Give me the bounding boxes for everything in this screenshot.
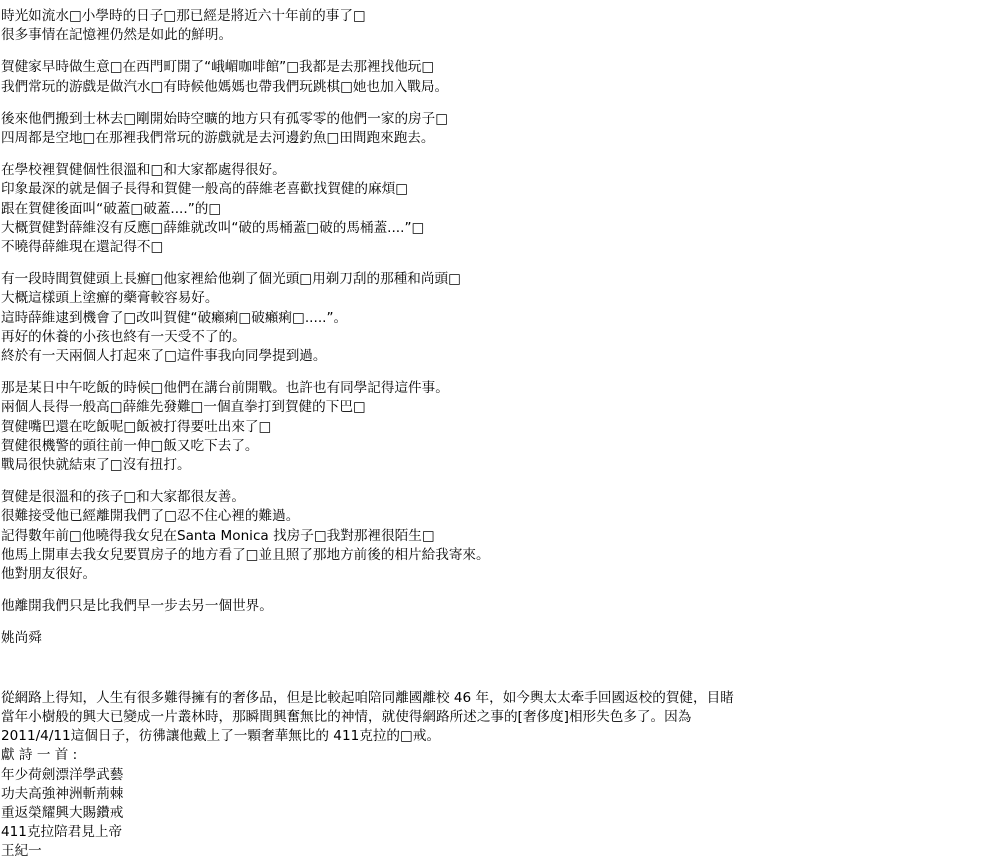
text-line: 戰局很快就結束了□沒有扭打。: [1, 457, 191, 474]
text-line: 賀健很機警的頭往前一伸□飯又吃下去了。: [1, 437, 259, 454]
poem-line: 功夫高強神洲斬荊棘: [1, 785, 124, 802]
text-line: 兩個人長得一般高□薛維先發難□一個直拳打到賀健的下巴□: [1, 399, 366, 416]
memoir-signature: [1, 629, 994, 648]
text-line: 時光如流水□小學時的日子□那已經是將近六十年前的事了□: [1, 8, 366, 24]
text-line: 很多事情在記憶裡仍然是如此的鮮明。: [1, 27, 233, 44]
text-line: 印象最深的就是個子長得和賀健一般高的薛維老喜歡找賀健的麻煩□: [1, 181, 409, 198]
text-line: 後來他們搬到士林去□剛開始時空曠的地方只有孤零零的他們一家的房子□: [1, 110, 449, 127]
text-line: 賀健嘴巴還在吃飯呢□飯被打得要吐出來了□: [1, 418, 272, 435]
text-line: 2011/4/11這個日子，彷彿讓他戴上了一顆奢華無比的 411克拉的□戒。: [1, 728, 441, 745]
text-line: 跟在賀健後面叫“破蓋□破蓋....”的□: [1, 200, 222, 217]
memoir-paragraph-2: [1, 58, 994, 96]
memoir-paragraph-6: [1, 379, 994, 475]
text-line: 大概這樣頭上塗癬的藥膏較容易好。: [1, 290, 219, 307]
text-line: 我們常玩的游戲是做汽水□有時候他媽媽也帶我們玩跳棋□她也加入戰局。: [1, 78, 449, 95]
text-line: 四周都是空地□在那裡我們常玩的游戲就是去河邊釣魚□田間跑來跑去。: [1, 130, 435, 147]
text-line: 再好的休養的小孩也終有一天受不了的。: [1, 328, 246, 345]
text-line: 賀健家早時做生意□在西門町開了“峨嵋咖啡館”□我都是去那裡找他玩□: [1, 59, 435, 76]
text-line: 那是某日中午吃飯的時候□他們在講台前開戰。也許也有同學記得這件事。: [1, 380, 449, 397]
text-line: 有一段時間賀健頭上長癬□他家裡給他剃了個光頭□用剃刀刮的那種和尚頭□: [1, 271, 461, 288]
text-line: 不曉得薛維現在還記得不□: [1, 239, 164, 256]
author-signature: 王紀一: [1, 843, 42, 860]
text-line: 終於有一天兩個人打起來了□這件事我向同學提到過。: [1, 348, 327, 365]
text-line: 當年小樹般的興大已變成一片叢林時，那瞬間興奮無比的神情，就使得網路所述之事的[奢侈度]相形失色多了。因為: [1, 708, 692, 725]
essay-section: [1, 689, 994, 862]
memoir-paragraph-3: [1, 110, 994, 148]
memoir-paragraph-1: [1, 7, 994, 45]
memoir-paragraph-8: [1, 597, 994, 616]
poem-heading: 獻 詩 一 首 :: [1, 747, 78, 764]
poem-line: 年少荷劍漂洋學武藝: [1, 766, 124, 783]
text-line: 他對朋友很好。: [1, 566, 97, 583]
text-line: 很難接受他已經離開我們了□忍不住心裡的難過。: [1, 508, 300, 525]
text-line: 大概賀健對薛維沒有反應□薛維就改叫“破的馬桶蓋□破的馬桶蓋....”□: [1, 219, 425, 236]
memoir-paragraph-7: [1, 488, 994, 584]
text-line: 這時薛維逮到機會了□改叫賀健“破癩痢□破癩痢□.....”。: [1, 309, 348, 326]
text-line: 記得數年前□他曉得我女兒在Santa Monica 找房子□我對那裡很陌生□: [1, 527, 435, 544]
text-line: 賀健是很溫和的孩子□和大家都很友善。: [1, 489, 245, 506]
memoir-paragraph-4: [1, 161, 994, 257]
poem-line: 411克拉陪君見上帝: [1, 824, 123, 841]
text-line: 他離開我們只是比我們早一步去另一個世界。: [1, 598, 273, 615]
author-signature: 姚尚舜: [1, 630, 42, 647]
text-line: 他馬上開車去我女兒要買房子的地方看了□並且照了那地方前後的相片給我寄來。: [1, 546, 490, 563]
memoir-paragraph-5: [1, 270, 994, 366]
poem-line: 重返榮耀興大賜鑽戒: [1, 804, 124, 821]
text-line: 從網路上得知，人生有很多難得擁有的奢侈品，但是比較起咱陪同離國離校 46 年，如今輿太太牽手回國返校的賀健，目睹: [1, 689, 734, 706]
text-line: 在學校裡賀健個性很溫和□和大家都處得很好。: [1, 162, 286, 179]
section-spacer: [1, 662, 994, 689]
